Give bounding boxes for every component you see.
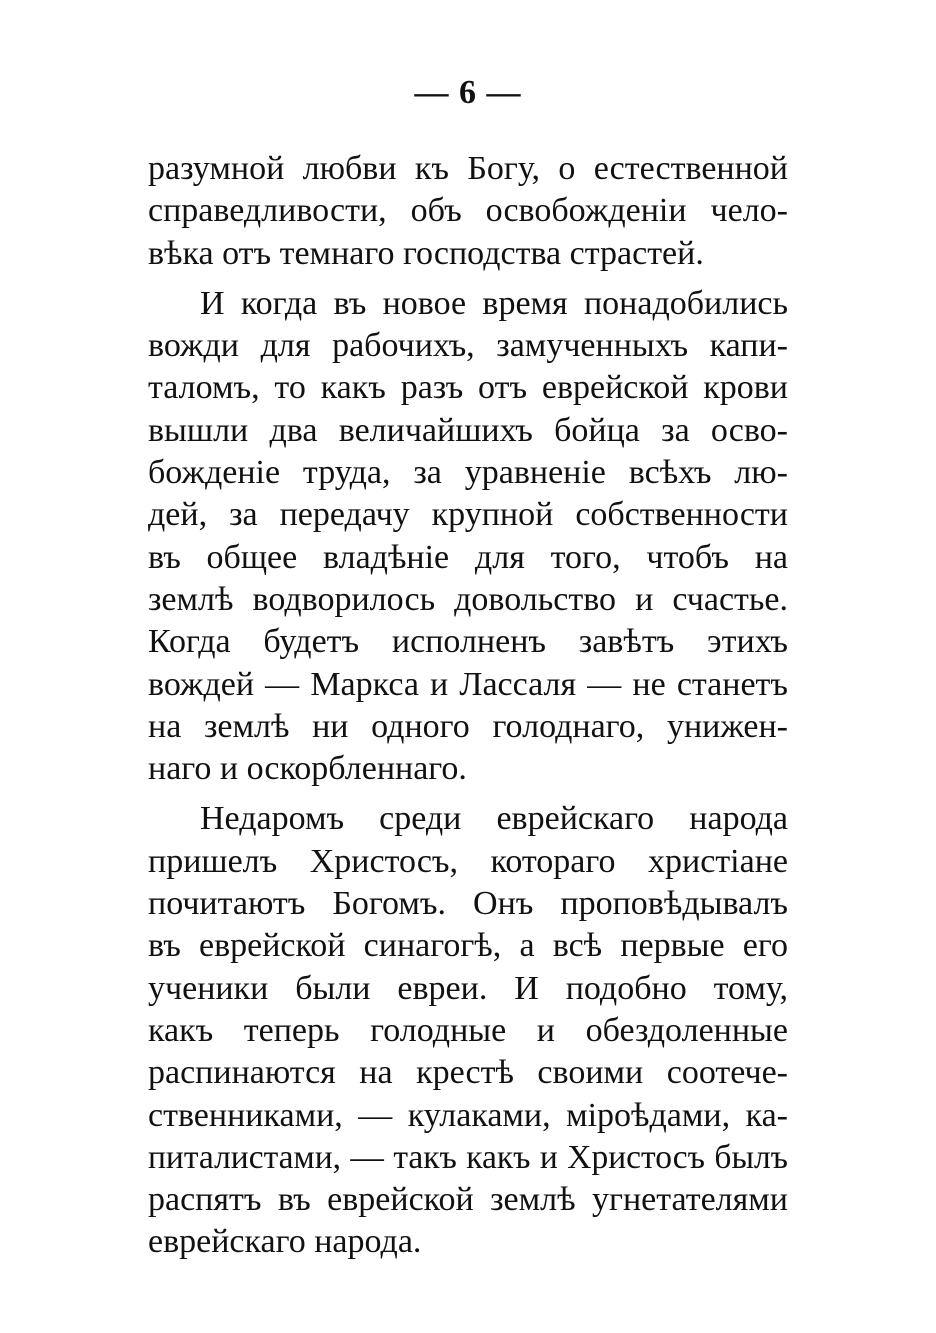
paragraph-2 (148, 283, 788, 791)
text-line: землѣ водворилось довольство и счастье. (148, 580, 788, 618)
text-line: Недаромъ среди еврейскаго народа (200, 800, 788, 838)
text-line: вожди для рабочихъ, замученныхъ капи- (148, 327, 788, 365)
text-line: вождей — Маркса и Лассаля — не станетъ (148, 665, 788, 703)
text-line: на землѣ ни одного голоднаго, унижен- (148, 707, 788, 745)
body-text (148, 148, 788, 1264)
text-line: справедливости, объ освобожденіи чело- (148, 192, 788, 230)
text-line: дей, за передачу крупной собственности (148, 496, 788, 534)
text-line: Когда будетъ исполненъ завѣтъ этихъ (148, 623, 788, 661)
text-line: еврейскаго народа. (148, 1223, 422, 1261)
text-line: пришелъ Христосъ, котораго христіане (148, 842, 788, 880)
text-line: вѣка отъ темнаго господства страстей. (148, 234, 704, 272)
text-line: божденіе труда, за уравненіе всѣхъ лю- (148, 454, 788, 492)
paragraph-3 (148, 798, 788, 1263)
page-number: — 6 — (414, 74, 522, 111)
text-line: питалистами, — такъ какъ и Христосъ былъ (148, 1138, 788, 1176)
paragraph-1 (148, 148, 788, 275)
text-line: въ общее владѣніе для того, чтобъ на (148, 538, 788, 576)
text-line: почитаютъ Богомъ. Онъ проповѣдывалъ (148, 885, 788, 923)
text-line: таломъ, то какъ разъ отъ еврейской крови (148, 369, 788, 407)
text-line: вышли два величайшихъ бойца за осво- (148, 411, 788, 449)
text-line: наго и оскорбленнаго. (148, 750, 467, 788)
text-line: какъ теперь голодные и обездоленные (148, 1011, 788, 1049)
text-line: И когда въ новое время понадобились (200, 284, 788, 322)
text-line: ученики были евреи. И подобно тому, (148, 969, 788, 1007)
text-line: распятъ въ еврейской землѣ угнетателями (148, 1181, 788, 1219)
text-line: ственниками, — кулаками, міроѣдами, ка- (148, 1096, 788, 1134)
text-line: распинаются на крестѣ своими соотече- (148, 1054, 788, 1092)
text-line: разумной любви къ Богу, о естественной (148, 150, 788, 187)
text-line: въ еврейской синагогѣ, а всѣ первые его (148, 927, 788, 965)
